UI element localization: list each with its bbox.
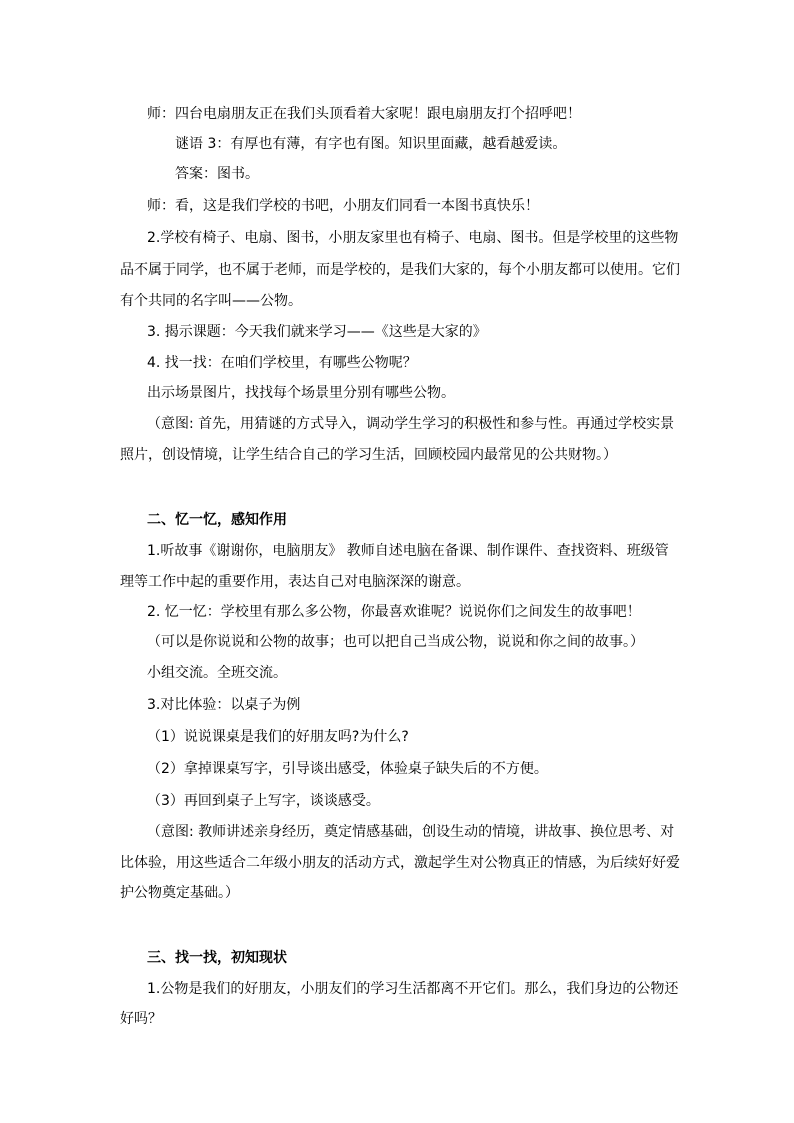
paragraph-line: 品不属于同学，也不属于老师，而是学校的，是我们大家的，每个小朋友都可以使用。它们 bbox=[120, 262, 680, 278]
paragraph-line: 有个共同的名字叫——公物。 bbox=[120, 293, 302, 309]
paragraph-line: 出示场景图片，找找每个场景里分别有哪些公物。 bbox=[147, 385, 455, 401]
paragraph-line: （可以是你说说和公物的故事；也可以把自己当成公物，说说和你之间的故事。） bbox=[147, 634, 644, 650]
paragraph-line: 好吗？ bbox=[120, 1011, 162, 1027]
section-heading: 三、找一找，初知现状 bbox=[147, 950, 287, 966]
paragraph-line: 小组交流。全班交流。 bbox=[147, 665, 287, 681]
paragraph-line: 理等工作中起的重要作用，表达自己对电脑深深的谢意。 bbox=[120, 574, 470, 590]
paragraph-line: 师：四台电扇朋友正在我们头顶看着大家呢！跟电扇朋友打个招呼吧！ bbox=[147, 106, 581, 122]
paragraph-line: 2.学校有椅子、电扇、图书，小朋友家里也有椅子、电扇、图书。但是学校里的这些物 bbox=[147, 230, 679, 246]
list-item: （1）说说课桌是我们的好朋友吗?为什么? bbox=[147, 729, 409, 745]
intent-note-line: （意图: 教师讲述亲身经历，奠定情感基础，创设生动的情境，讲故事、换位思考、对 bbox=[147, 824, 675, 840]
intent-note-line: 照片，创设情境，让学生结合自己的学习生活，回顾校园内最常见的公共财物。） bbox=[120, 447, 617, 463]
intent-note-line: 比体验，用这些适合二年级小朋友的活动方式，激起学生对公物真正的情感，为后续好好爱 bbox=[120, 855, 680, 871]
section-heading: 二、忆一忆，感知作用 bbox=[147, 512, 287, 528]
intent-note-line: （意图: 首先，用猜谜的方式导入，调动学生学习的积极性和参与性。再通过学校实景 bbox=[147, 416, 675, 432]
list-item: （3）再回到桌子上写字，谈谈感受。 bbox=[147, 793, 380, 809]
list-item: （2）拿掉课桌写字，引导谈出感受，体验桌子缺失后的不方便。 bbox=[147, 761, 548, 777]
paragraph-line: 1.公物是我们的好朋友，小朋友们的学习生活都离不开它们。那么，我们身边的公物还 bbox=[147, 981, 679, 997]
intent-note-line: 护公物奠定基础。） bbox=[120, 885, 239, 901]
paragraph-line: 4. 找一找：在咱们学校里，有哪些公物呢？ bbox=[147, 355, 417, 371]
paragraph-line: 2. 忆一忆：学校里有那么多公物，你最喜欢谁呢？说说你们之间发生的故事吧！ bbox=[147, 604, 641, 620]
riddle-line: 谜语 3：有厚也有薄，有字也有图。知识里面藏，越看越爱读。 bbox=[175, 136, 567, 152]
paragraph-line: 1.听故事《谢谢你，电脑朋友》 教师自述电脑在备课、制作课件、查找资料、班级管 bbox=[147, 543, 669, 559]
paragraph-line: 师：看，这是我们学校的书吧，小朋友们同看一本图书真快乐！ bbox=[147, 198, 539, 214]
paragraph-line: 3.对比体验：以桌子为例 bbox=[147, 697, 301, 713]
answer-line: 答案：图书。 bbox=[175, 166, 259, 182]
paragraph-line: 3. 揭示课题：今天我们就来学习——《这些是大家的》 bbox=[147, 324, 487, 340]
